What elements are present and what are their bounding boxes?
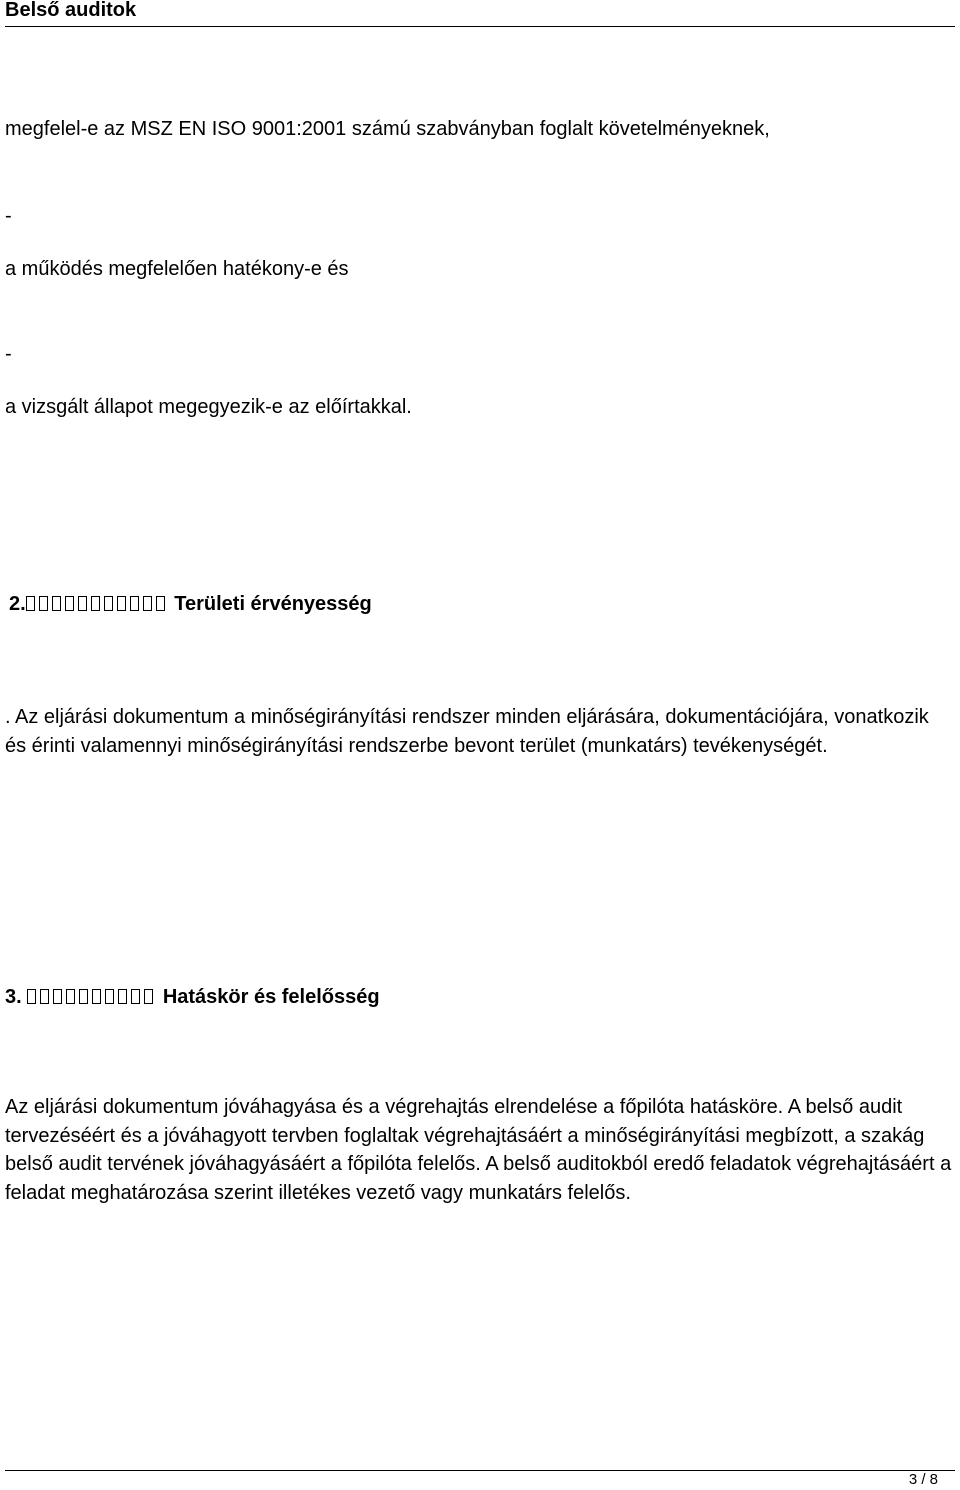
placeholder-glyphs <box>27 983 157 1011</box>
section-3-title: Hatáskör és felelősség <box>162 986 380 1008</box>
list-dash-2: - <box>5 343 12 365</box>
section-3-number: 3. <box>5 986 22 1008</box>
section-3-heading <box>5 983 380 1011</box>
section-2-body: . Az eljárási dokumentum a minőségirányítási rendszer minden eljárására, dokumentációjára, vonatkozik és érinti valamennyi minőségirányítási rendszerbe bevont terület (munkatárs) tevékenységét. <box>5 706 929 757</box>
footer-divider <box>5 1470 955 1471</box>
header-divider <box>5 26 955 27</box>
placeholder-glyphs <box>26 590 169 618</box>
page-header-title: Belső auditok <box>5 0 137 21</box>
section-2-title: Területi érvényesség <box>174 593 372 615</box>
list-line-2: a működés megfelelően hatékony-e és <box>5 258 349 280</box>
list-line-3: a vizsgált állapot megegyezik-e az előírtakkal. <box>5 396 412 418</box>
page-number: 3 / 8 <box>908 1471 938 1488</box>
list-dash-1: - <box>5 205 12 227</box>
section-2-heading <box>9 590 372 618</box>
list-line-1: megfelel-e az MSZ EN ISO 9001:2001 számú szabványban foglalt követelményeknek, <box>5 118 770 140</box>
section-3-body: Az eljárási dokumentum jóváhagyása és a végrehajtás elrendelése a főpilóta hatásköre. A belső audit tervezéséért és a jóváhagyott tervben foglaltak végrehajtásáért a minőségirányítási megbízott, a szakág belső audit tervének jóváhagyásáért a főpilóta felelős. A belső auditokból eredő feladatok végrehajtásáért a feladat meghatározása szerint illetékes vezető vagy munkatárs felelős. <box>5 1096 952 1204</box>
section-2-number: 2. <box>9 593 26 615</box>
